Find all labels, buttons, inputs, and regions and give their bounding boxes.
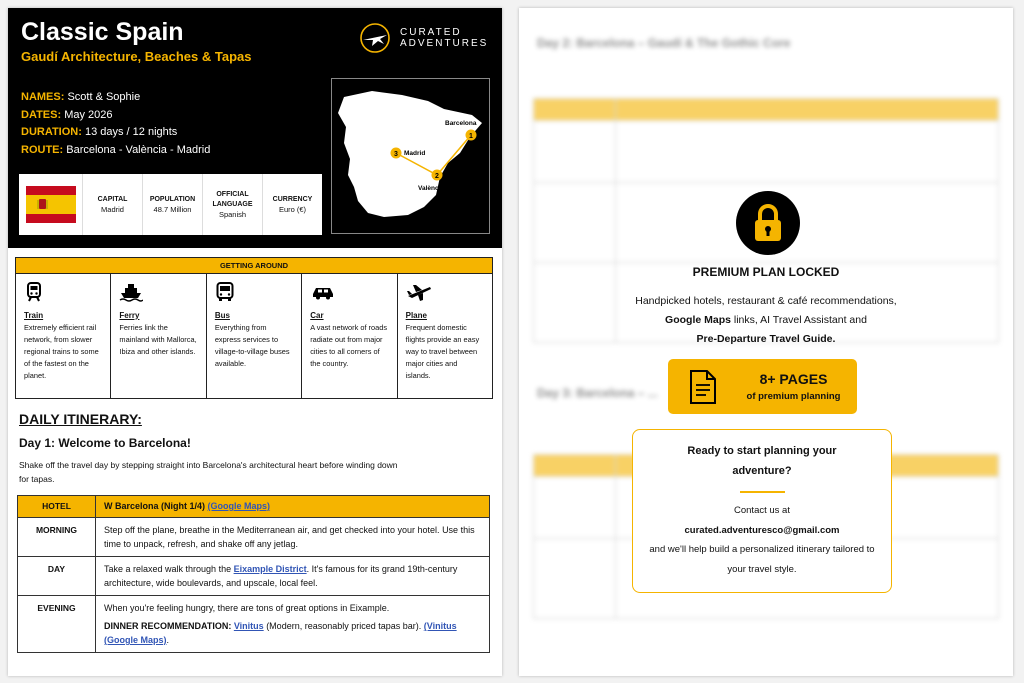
evening-text: When you're feeling hungry, there are tons of great options in Eixample. [104, 603, 390, 613]
hotel-label: HOTEL [18, 496, 96, 518]
bus-icon [215, 282, 235, 302]
morning-label: MORNING [18, 518, 96, 557]
stop-number-1: 1 [469, 133, 473, 140]
fact-route: ROUTE: Barcelona - València - Madrid [21, 143, 211, 156]
train-icon [24, 282, 44, 302]
stat-currency: CURRENCY Euro (€) [272, 195, 313, 214]
day-label: DAY [18, 557, 96, 596]
getting-around-heading: GETTING AROUND [16, 258, 492, 274]
morning-row [18, 518, 490, 557]
locked-preview-page [519, 8, 1013, 676]
contact-card [632, 429, 892, 593]
premium-locked-title: PREMIUM PLAN LOCKED [692, 265, 840, 279]
eixample-district-link[interactable]: Eixample District [233, 564, 307, 574]
itinerary-page [8, 8, 502, 676]
country-stats [19, 174, 322, 235]
premium-description: Handpicked hotels, restaurant & café recommendations, Google Maps links, AI Travel Assistant and Pre-Departure Travel Guide. [635, 295, 897, 345]
stop-number-3: 3 [394, 151, 398, 158]
transport-desc-car: A vast network of roads radiate out from major cities to all corners of the country. [310, 323, 388, 368]
car-icon [310, 282, 336, 302]
stat-language: OFFICIAL LANGUAGE Spanish [203, 174, 263, 235]
guide-subtitle: Gaudí Architecture, Beaches & Tapas [21, 49, 252, 64]
guide-title: Classic Spain [21, 18, 184, 46]
day-cell: Take a relaxed walk through the Eixample District. It's famous for its grand 19th-century architecture, wide boulevards, and upscale, local feel. [96, 557, 490, 596]
hotel-row [18, 496, 490, 518]
evening-cell [96, 596, 490, 653]
logo-line-1: CURATED [400, 27, 462, 38]
hotel-google-maps-link[interactable]: (Google Maps) [207, 501, 271, 511]
vinitus-google-maps-link[interactable]: (Vinitus (Google Maps) [104, 621, 457, 645]
evening-row [18, 596, 490, 653]
hotel-name: W Barcelona (Night 1/4) [104, 501, 206, 511]
pages-count: 8+ PAGES [759, 371, 828, 387]
getting-around-panel [15, 257, 493, 399]
hotel-cell [96, 496, 490, 518]
curated-adventures-logo [358, 21, 493, 55]
transport-name-bus: Bus [214, 311, 230, 320]
day-1-table [17, 495, 490, 653]
stat-population: POPULATION 48.7 Million [143, 174, 203, 235]
guide-header [8, 8, 502, 248]
compass-logo-icon [358, 21, 394, 55]
day-row [18, 557, 490, 596]
contact-help-text: and we'll help build a personalized itinerary tailored to your travel style. [649, 544, 875, 575]
transport-desc-ferry: Ferries link the mainland with Mallorca, Ibiza and other islands. [119, 323, 197, 356]
transport-plane [398, 274, 492, 398]
spain-flag-icon [19, 174, 83, 235]
transport-car [302, 274, 397, 398]
premium-pages-button[interactable] [668, 359, 857, 414]
day-1-title: Day 1: Welcome to Barcelona! [19, 436, 191, 450]
dinner-recommendation: DINNER RECOMMENDATION: Vinitus (Modern, reasonably priced tapas bar). (Vinitus (Google Maps). [104, 621, 457, 645]
trip-facts [21, 89, 210, 159]
stat-capital: CAPITAL Madrid [83, 174, 143, 235]
contact-line: Contact us at [734, 505, 790, 516]
document-icon [688, 369, 718, 405]
contact-divider [740, 491, 785, 493]
transport-name-car: Car [310, 311, 324, 320]
vinitus-link[interactable]: Vinitus [233, 621, 264, 631]
transport-desc-train: Extremely efficient rail network, from slower regional trains to some of the fastest on the planet. [24, 323, 99, 380]
ferry-icon [119, 282, 143, 302]
pages-caption: of premium planning [746, 391, 841, 402]
blurred-day-3-title: Day 3: Barcelona – ... [537, 386, 658, 400]
transport-desc-bus: Everything from express services to village-to-village buses available. [214, 323, 290, 368]
day-1-intro: Shake off the travel day by stepping straight into Barcelona's architectural heart before winding down for tapas. [19, 460, 398, 484]
evening-label: EVENING [18, 596, 96, 653]
logo-line-2: ADVENTURES [400, 38, 489, 49]
blurred-paragraph-1 [537, 58, 977, 71]
route-map [331, 78, 490, 234]
city-label-valencia: València [418, 185, 445, 192]
transport-name-train: Train [24, 311, 44, 320]
transport-name-ferry: Ferry [119, 311, 140, 320]
fact-names: NAMES: Scott & Sophie [21, 91, 141, 103]
lock-icon [736, 191, 800, 255]
city-label-barcelona: Barcelona [445, 120, 477, 127]
transport-desc-plane: Frequent domestic flights provide an easy way to travel between major cities and islands. [405, 323, 480, 380]
fact-dates: DATES: May 2026 [21, 108, 113, 121]
morning-text: Step off the plane, breathe in the Mediterranean air, and get checked into your hotel. Use this time to unpack, refresh, and shake off any jetlag. [96, 518, 490, 557]
contact-question: Ready to start planning your adventure? [687, 445, 837, 477]
transport-ferry [111, 274, 206, 398]
plane-icon [406, 282, 432, 302]
stop-number-2: 2 [435, 173, 439, 180]
contact-email[interactable]: curated.adventuresco@gmail.com [684, 524, 840, 536]
transport-bus [207, 274, 302, 398]
blurred-day-2-title: Day 2: Barcelona – Gaudí & The Gothic Core [537, 36, 791, 50]
daily-itinerary-heading: DAILY ITINERARY: [19, 411, 142, 427]
fact-duration: DURATION: 13 days / 12 nights [21, 126, 178, 138]
city-label-madrid: Madrid [404, 150, 426, 157]
transport-name-plane: Plane [405, 311, 427, 320]
transport-train [16, 274, 111, 398]
